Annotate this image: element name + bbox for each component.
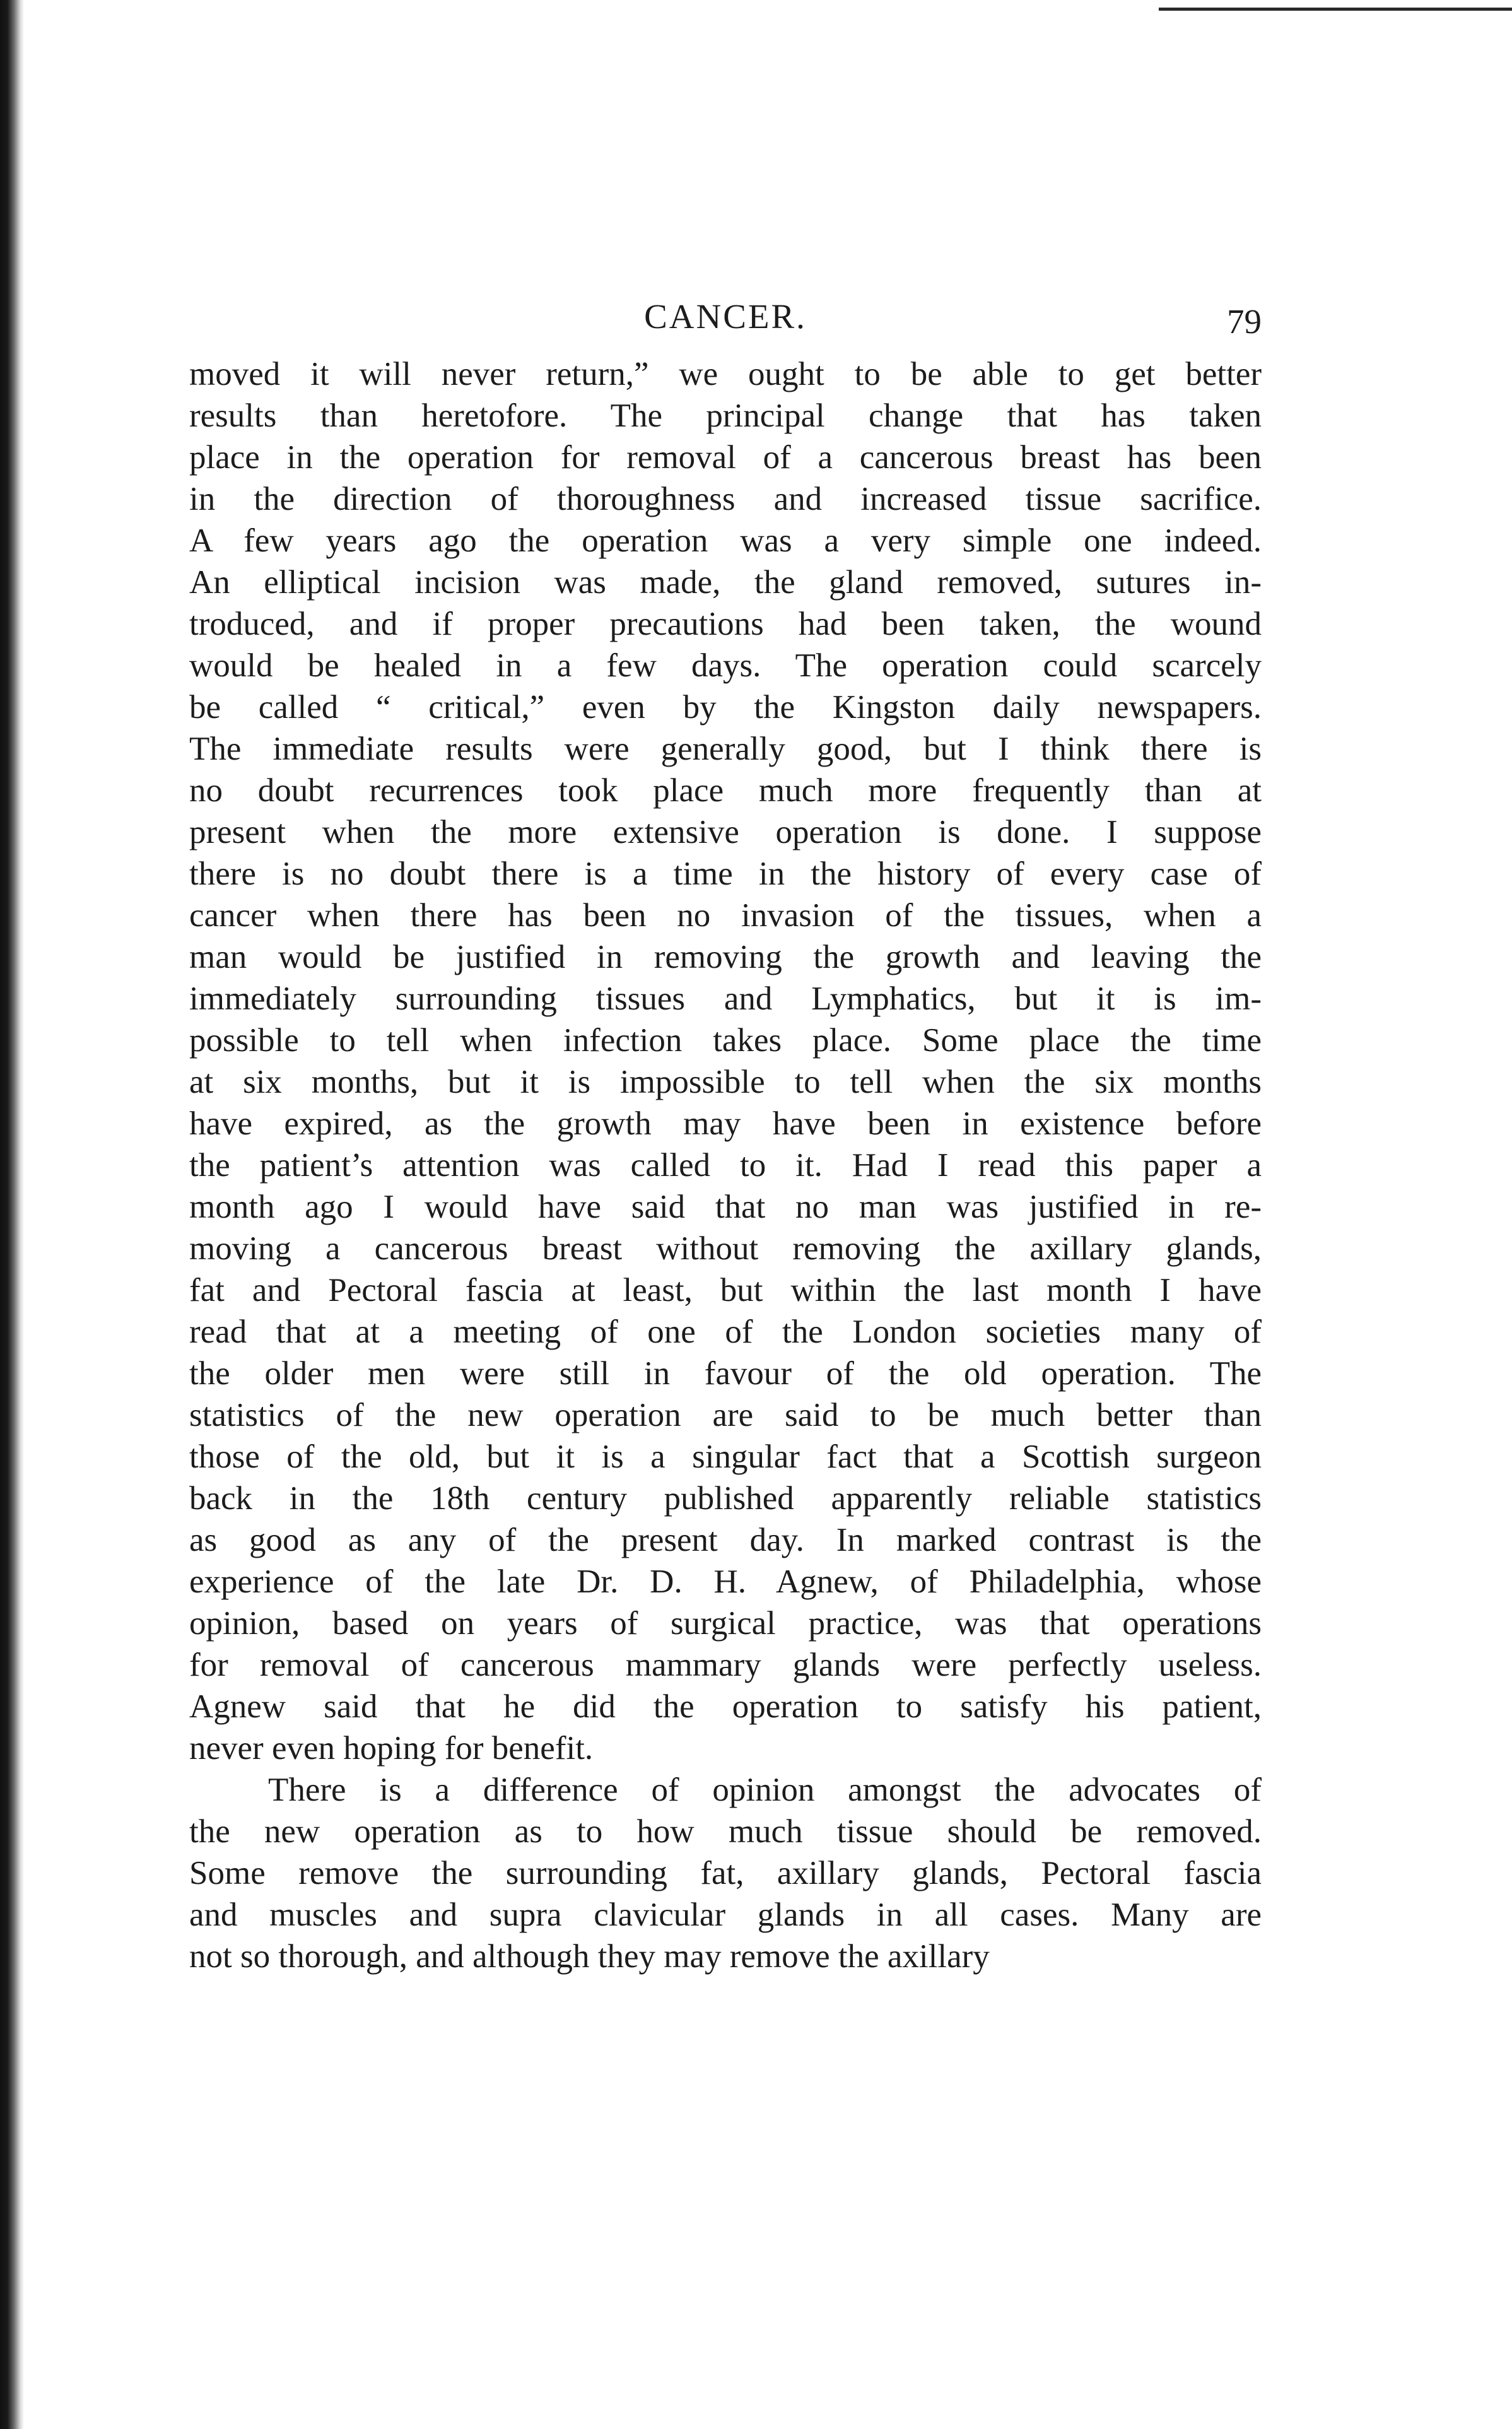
text-line: be called “ critical,” even by the Kingston daily newspapers. <box>189 689 1262 726</box>
running-head <box>189 297 1262 353</box>
text-line: moving a cancerous breast without removing the axillary glands, <box>189 1230 1262 1267</box>
text-line: no doubt recurrences took place much more frequently than at <box>189 772 1262 809</box>
text-line: the patient’s attention was called to it. Had I read this paper a <box>189 1147 1262 1184</box>
text-line: have expired, as the growth may have been in existence before <box>189 1105 1262 1142</box>
binding-edge <box>0 0 24 2429</box>
text-line: there is no doubt there is a time in the history of every case of <box>189 856 1262 892</box>
text-line: troduced, and if proper precautions had been taken, the wound <box>189 606 1262 642</box>
body-text <box>189 353 1262 1977</box>
text-line: A few years ago the operation was a very simple one indeed. <box>189 522 1262 559</box>
text-line: those of the old, but it is a singular fact that a Scottish surgeon <box>189 1438 1262 1475</box>
text-line: read that at a meeting of one of the London societies many of <box>189 1314 1262 1350</box>
text-line: man would be justified in removing the growth and leaving the <box>189 939 1262 975</box>
text-line: and muscles and supra clavicular glands in all cases. Many are <box>189 1897 1262 1933</box>
text-line: place in the operation for removal of a cancerous breast has been <box>189 439 1262 476</box>
top-rule <box>1159 8 1512 11</box>
text-line: immediately surrounding tissues and Lymphatics, but it is im- <box>189 980 1262 1017</box>
text-line: present when the more extensive operation is done. I suppose <box>189 814 1262 850</box>
text-line: opinion, based on years of surgical practice, was that operations <box>189 1605 1262 1642</box>
text-line: for removal of cancerous mammary glands were perfectly useless. <box>189 1647 1262 1683</box>
text-line: Agnew said that he did the operation to satisfy his patient, <box>189 1688 1262 1725</box>
text-line: results than heretofore. The principal change that has taken <box>189 397 1262 434</box>
text-line: There is a difference of opinion amongst the advocates of <box>268 1772 1262 1808</box>
text-line: month ago I would have said that no man was justified in re- <box>189 1189 1262 1225</box>
text-line: Some remove the surrounding fat, axillary glands, Pectoral fascia <box>189 1855 1262 1891</box>
text-line: the new operation as to how much tissue should be removed. <box>189 1813 1262 1850</box>
text-line: statistics of the new operation are said to be much better than <box>189 1397 1262 1433</box>
text-line: at six months, but it is impossible to tell when the six months <box>189 1064 1262 1100</box>
paragraph <box>189 1769 1262 1977</box>
text-line: possible to tell when infection takes place. Some place the time <box>189 1022 1262 1059</box>
text-line: back in the 18th century published apparently reliable statistics <box>189 1480 1262 1517</box>
text-line: fat and Pectoral fascia at least, but within the last month I have <box>189 1272 1262 1309</box>
text-line: not so thorough, and although they may remove the axillary <box>189 1938 990 1975</box>
text-line: An elliptical incision was made, the gland removed, sutures in- <box>189 564 1262 601</box>
text-line: the older men were still in favour of the old operation. The <box>189 1355 1262 1392</box>
page-number: 79 <box>1227 302 1262 341</box>
text-line: as good as any of the present day. In marked contrast is the <box>189 1522 1262 1558</box>
text-line: moved it will never return,” we ought to be able to get better <box>189 356 1262 392</box>
text-line: cancer when there has been no invasion of the tissues, when a <box>189 897 1262 934</box>
text-line: never even hoping for benefit. <box>189 1730 594 1767</box>
text-line: The immediate results were generally good, but I think there is <box>189 731 1262 767</box>
text-line: experience of the late Dr. D. H. Agnew, of Philadelphia, whose <box>189 1563 1262 1600</box>
book-page <box>189 297 1262 1977</box>
paragraph <box>189 353 1262 1769</box>
text-line: in the direction of thoroughness and increased tissue sacrifice. <box>189 481 1262 517</box>
running-head-title: CANCER. <box>644 297 807 336</box>
text-line: would be healed in a few days. The operation could scarcely <box>189 647 1262 684</box>
